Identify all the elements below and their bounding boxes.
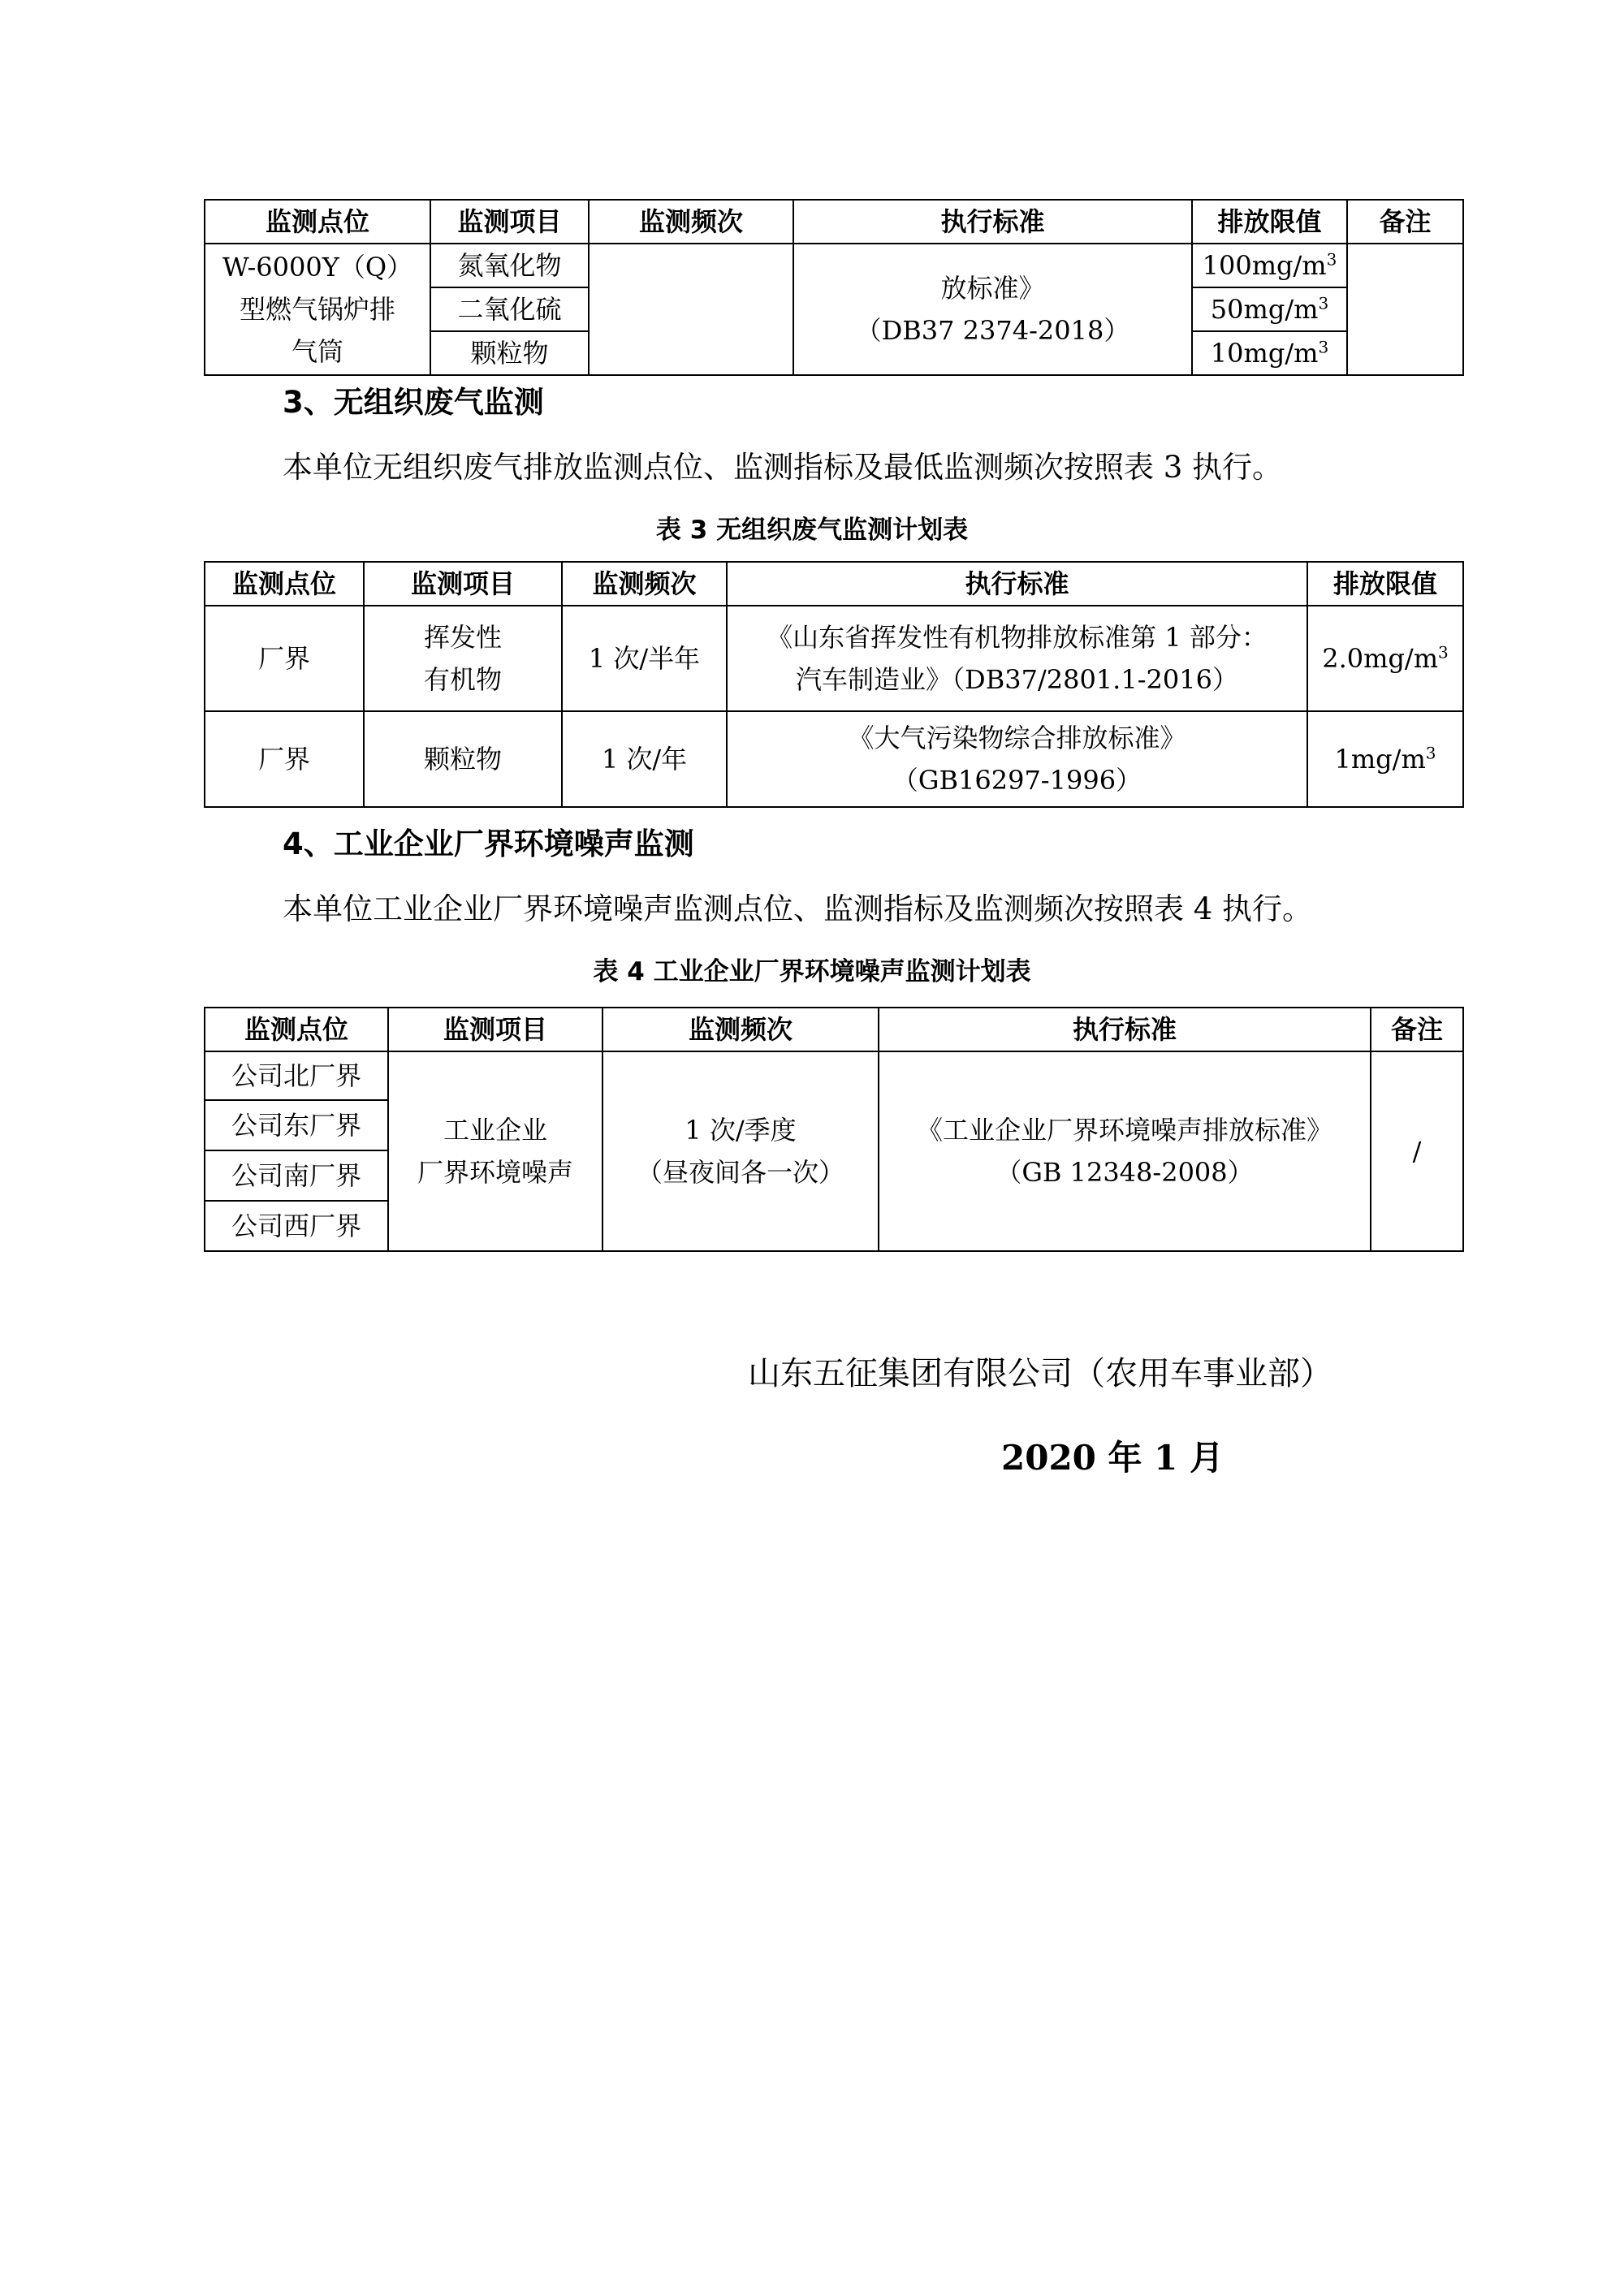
table2-header-limit: 排放限值 (1192, 200, 1347, 244)
table3-frequency-cell: 1 次/半年 (562, 606, 727, 711)
table3-item-cell (364, 606, 562, 711)
table4-header-point: 监测点位 (205, 1008, 388, 1051)
table3-standard-line: 《大气污染物综合排放标准》 (848, 723, 1186, 753)
table3-limit-cell (1307, 711, 1463, 807)
signature-date: 2020 年 1 月 (1001, 1438, 1224, 1478)
table4-item-cell (388, 1051, 603, 1251)
section3-heading: 3、无组织废气监测 (283, 385, 544, 420)
section3-paragraph: 本单位无组织废气排放监测点位、监测指标及最低监测频次按照表 3 执行。 (283, 450, 1283, 485)
table-row (205, 606, 1463, 711)
table2-point-line: 气筒 (291, 336, 343, 367)
table3-standard-cell (727, 711, 1307, 807)
table2-limit-cell (1192, 287, 1347, 331)
table4-remark-cell: / (1371, 1051, 1463, 1251)
table2-point-cell (205, 244, 430, 375)
table2-limit-value: 50mg/m (1210, 294, 1319, 325)
table2-point-line: W-6000Y（Q） (222, 252, 413, 283)
section4-paragraph: 本单位工业企业厂界环境噪声监测点位、监测指标及监测频次按照表 4 执行。 (283, 891, 1313, 926)
table4-header-row (205, 1008, 1463, 1051)
table3-limit-sup: 3 (1425, 743, 1436, 763)
table3-frequency-cell: 1 次/年 (562, 711, 727, 807)
table2-point-line: 型燃气锅炉排 (239, 294, 395, 325)
table2-header-item: 监测项目 (430, 200, 589, 244)
table2-limit-sup: 3 (1326, 249, 1337, 270)
section4-heading: 4、工业企业厂界环境噪声监测 (283, 826, 694, 861)
table3-point-cell: 厂界 (205, 606, 364, 711)
table3-limit-cell (1307, 606, 1463, 711)
table2-frequency-cell (589, 244, 793, 375)
table4-item-line: 厂界环境噪声 (417, 1157, 573, 1188)
table4-standard-line: 《工业企业厂界环境噪声排放标准》 (916, 1115, 1332, 1146)
table2-standard-line: 放标准》 (940, 273, 1045, 304)
table2-header-frequency: 监测频次 (589, 200, 793, 244)
table4-frequency-cell (603, 1051, 879, 1251)
table2-standard-line: （DB37 2374-2018） (855, 315, 1130, 346)
table-row (205, 1051, 1463, 1100)
table3-standard-line: 《山东省挥发性有机物排放标准第 1 部分： (767, 622, 1268, 653)
table2-limit-value: 10mg/m (1210, 338, 1319, 369)
table2-limit-cell (1192, 331, 1347, 375)
table2-continued (204, 199, 1464, 376)
table2-limit-sup: 3 (1318, 293, 1329, 313)
table3-item-line: 挥发性 (423, 622, 502, 653)
table3-header-frequency: 监测频次 (562, 562, 727, 606)
table3-limit-value: 2.0mg/m (1322, 643, 1439, 674)
table2-item-cell: 氮氧化物 (430, 244, 589, 287)
table4-header-item: 监测项目 (388, 1008, 603, 1051)
table3-item-cell: 颗粒物 (364, 711, 562, 807)
table2-standard-cell (793, 244, 1192, 375)
table3-standard-line: 汽车制造业》（DB37/2801.1-2016） (796, 664, 1238, 695)
signature-company: 山东五征集团有限公司（农用车事业部） (748, 1355, 1332, 1392)
table4-header-frequency: 监测频次 (603, 1008, 879, 1051)
table3-caption: 表 3 无组织废气监测计划表 (655, 516, 969, 545)
table3-header-standard: 执行标准 (727, 562, 1307, 606)
table-row (205, 711, 1463, 807)
table4-point-cell: 公司西厂界 (205, 1201, 388, 1251)
table2-remark-cell (1347, 244, 1463, 375)
table4-point-cell: 公司北厂界 (205, 1051, 388, 1100)
table3-standard-cell (727, 606, 1307, 711)
table2-header-standard: 执行标准 (793, 200, 1192, 244)
table2-item-cell: 颗粒物 (430, 331, 589, 375)
table2-limit-cell (1192, 244, 1347, 287)
table3-header-limit: 排放限值 (1307, 562, 1463, 606)
table2-header-row (205, 200, 1463, 244)
table2-header-remark: 备注 (1347, 200, 1463, 244)
table3-header-point: 监测点位 (205, 562, 364, 606)
table3-header-row (205, 562, 1463, 606)
table2-limit-sup: 3 (1318, 337, 1329, 357)
table4-frequency-line: （昼夜间各一次） (636, 1157, 844, 1188)
table3-standard-line: （GB16297-1996） (892, 765, 1142, 796)
table4-standard-cell (879, 1051, 1371, 1251)
table4 (204, 1007, 1464, 1252)
table4-frequency-line: 1 次/季度 (685, 1115, 797, 1146)
table3-point-cell: 厂界 (205, 711, 364, 807)
table4-standard-line: （GB 12348-2008） (996, 1157, 1254, 1188)
table3-header-item: 监测项目 (364, 562, 562, 606)
table4-item-line: 工业企业 (443, 1115, 547, 1146)
table4-point-cell: 公司东厂界 (205, 1100, 388, 1150)
table2-limit-value: 100mg/m (1202, 250, 1327, 281)
table-row (205, 244, 1463, 287)
table3-limit-sup: 3 (1438, 642, 1449, 662)
table3 (204, 561, 1464, 808)
table4-header-standard: 执行标准 (879, 1008, 1371, 1051)
table4-point-cell: 公司南厂界 (205, 1150, 388, 1201)
table3-item-line: 有机物 (423, 664, 502, 695)
table4-header-remark: 备注 (1371, 1008, 1463, 1051)
table2-header-point: 监测点位 (205, 200, 430, 244)
table3-limit-value: 1mg/m (1334, 744, 1426, 775)
table4-caption: 表 4 工业企业厂界环境噪声监测计划表 (593, 957, 1031, 986)
table2-item-cell: 二氧化硫 (430, 287, 589, 331)
